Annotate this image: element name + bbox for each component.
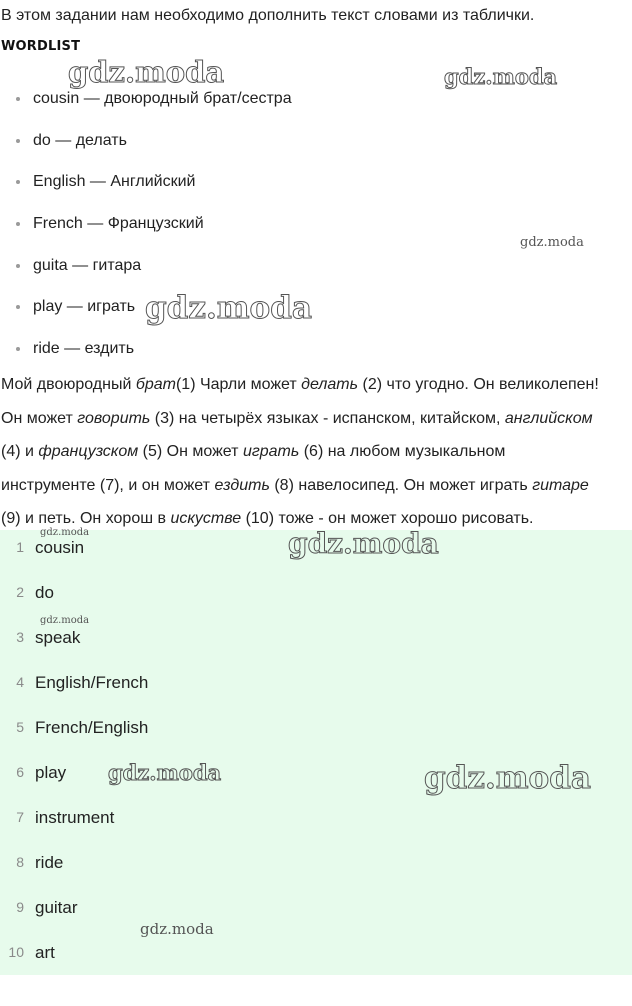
line-number: 3 — [16, 629, 24, 645]
line-number: 5 — [16, 719, 24, 735]
watermark-logo: gdz.moda — [444, 64, 558, 89]
bullet-icon — [16, 97, 20, 101]
watermark-logo: gdz.moda — [140, 920, 214, 938]
answer-row — [0, 935, 632, 980]
wordlist-item: French — Французский — [0, 211, 292, 253]
watermark-logo: gdz.moda — [68, 55, 225, 89]
paragraph-line: Мой двоюродный брат(1) Чарли может делать (2) что угодно. Он великолепен! — [1, 376, 599, 393]
wordlist-item: guita — гитара — [0, 253, 292, 295]
line-number: 7 — [16, 809, 24, 825]
answer-row — [0, 710, 632, 755]
watermark-logo: gdz.moda — [40, 527, 90, 538]
answer-row — [0, 800, 632, 845]
story-paragraph — [1, 368, 631, 536]
answer-row — [0, 530, 632, 575]
answer-text: play — [35, 763, 67, 782]
watermark-logo: gdz.moda — [40, 615, 90, 626]
line-number: 6 — [16, 764, 24, 780]
answer-text: guitar — [35, 898, 78, 917]
answer-text: do — [35, 583, 54, 602]
bullet-icon — [16, 222, 20, 226]
wordlist-item: English — Английский — [0, 169, 292, 211]
line-number: 8 — [16, 854, 24, 870]
bullet-icon — [16, 305, 20, 309]
intro-text: В этом задании нам необходимо дополнить текст словами из таблички. — [1, 7, 535, 24]
answer-text: instrument — [35, 808, 115, 827]
line-number: 10 — [8, 944, 24, 960]
wordlist — [0, 86, 292, 378]
wordlist-heading: WORDLIST — [1, 39, 81, 54]
paragraph-line: Он может говорить (3) на четырёх языках - испанском, китайском, английском — [1, 409, 593, 427]
answer-text: ride — [35, 853, 64, 872]
line-number: 4 — [16, 674, 24, 690]
answer-row — [0, 890, 632, 935]
paragraph-line: инструменте (7), и он может ездить (8) навелосипед. Он может играть гитаре — [1, 476, 589, 494]
wordlist-item: ride — ездить — [0, 336, 292, 378]
paragraph-line: (9) и петь. Он хорош в искустве (10) тоже - он может хорошо рисовать. — [1, 510, 534, 527]
answer-row — [0, 575, 632, 620]
bullet-icon — [16, 139, 20, 143]
paragraph-line: (4) и французском (5) Он может играть (6) на любом музыкальном — [1, 443, 506, 460]
watermark-logo: gdz.moda — [520, 235, 584, 250]
answer-row — [0, 665, 632, 710]
answers-block — [0, 530, 632, 975]
answer-text: art — [35, 943, 55, 962]
answer-text: speak — [35, 628, 81, 647]
wordlist-item: play — играть — [0, 294, 292, 336]
line-number: 9 — [16, 899, 24, 915]
bullet-icon — [16, 180, 20, 184]
wordlist-item: do — делать — [0, 128, 292, 170]
answer-text: English/French — [35, 673, 149, 692]
answer-row — [0, 755, 632, 800]
answer-text: cousin — [35, 538, 85, 557]
wordlist-item: cousin — двоюродный брат/сестра — [0, 86, 292, 128]
answer-row — [0, 620, 632, 665]
bullet-icon — [16, 264, 20, 268]
bullet-icon — [16, 347, 20, 351]
watermark-logo: gdz.moda — [145, 290, 312, 326]
answer-text: French/English — [35, 718, 149, 737]
line-number: 1 — [16, 539, 24, 555]
line-number: 2 — [16, 584, 24, 600]
answer-row — [0, 845, 632, 890]
